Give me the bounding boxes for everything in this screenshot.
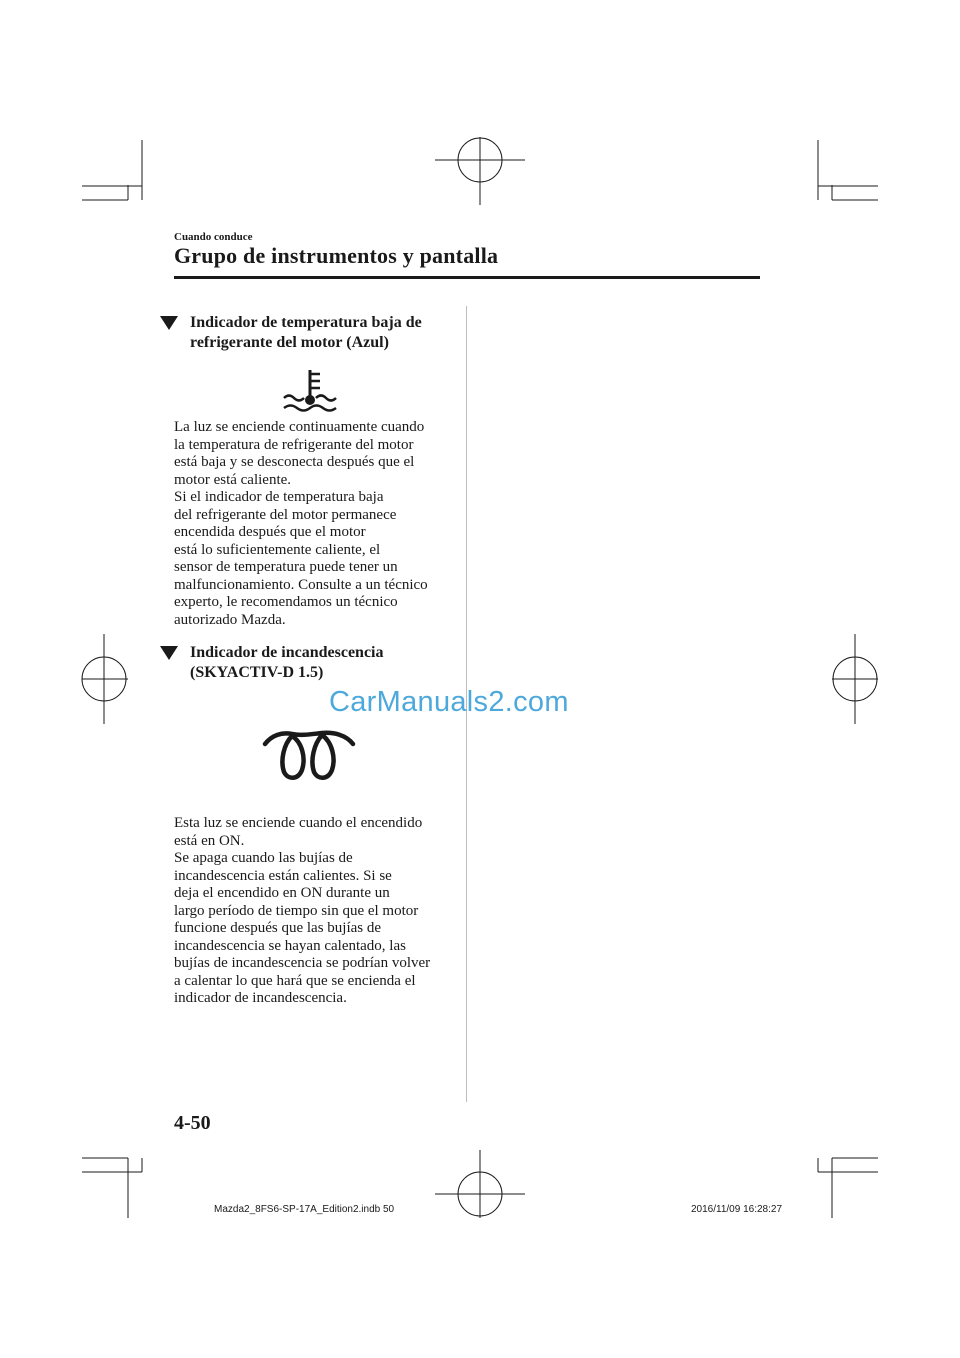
- title-rule: [174, 276, 760, 279]
- heading-line: Indicador de incandescencia: [190, 644, 384, 661]
- text-line: largo período de tiempo sin que el motor: [174, 902, 419, 919]
- watermark: CarManuals2.com: [329, 686, 569, 718]
- footer-file-name: Mazda2_8FS6-SP-17A_Edition2.indb 50: [214, 1204, 395, 1215]
- paragraph-glow-plug: [174, 815, 464, 1008]
- text-line: funcione después que las bujías de: [174, 920, 382, 936]
- heading-low-coolant-temperature: [160, 313, 460, 353]
- text-line: indicador de incandescencia.: [174, 990, 347, 1006]
- text-line: la temperatura de refrigerante del motor: [174, 436, 414, 453]
- text-line: Esta luz se enciende cuando el encendido: [174, 815, 423, 831]
- text-line: encendida después que el motor: [174, 524, 366, 540]
- heading-glow-plug: [160, 643, 460, 683]
- triangle-marker-icon: [160, 316, 178, 330]
- text-line: experto, le recomendamos un técnico: [174, 594, 398, 610]
- section-label: Cuando conduce: [174, 231, 253, 243]
- page-title: Grupo de instrumentos y pantalla: [174, 243, 499, 268]
- text-line: está baja y se desconecta después que el: [174, 454, 415, 470]
- page-number: 4-50: [174, 1112, 211, 1134]
- text-line: incandescencia se hayan calentado, las: [174, 937, 406, 954]
- triangle-marker-icon: [160, 646, 178, 660]
- text-line: motor está caliente.: [174, 471, 292, 488]
- heading-line: Indicador de temperatura baja de: [190, 314, 422, 331]
- text-line: La luz se enciende continuamente cuando: [174, 419, 425, 435]
- text-line: del refrigerante del motor permanece: [174, 506, 397, 523]
- text-line: malfuncionamiento. Consulte a un técnico: [174, 576, 428, 593]
- paragraph-low-coolant-temperature: [174, 419, 464, 629]
- text-line: está lo suficientemente caliente, el: [174, 541, 381, 558]
- text-line: sensor de temperatura puede tener un: [174, 559, 398, 575]
- text-line: Si el indicador de temperatura baja: [174, 489, 384, 505]
- text-line: incandescencia están calientes. Si se: [174, 867, 392, 884]
- low-coolant-temperature-icon: [280, 366, 340, 416]
- text-line: autorizado Mazda.: [174, 611, 286, 628]
- text-line: está en ON.: [174, 832, 245, 849]
- text-line: Se apaga cuando las bujías de: [174, 850, 353, 866]
- glow-plug-icon: [262, 730, 356, 782]
- heading-line: (SKYACTIV-D 1.5): [190, 664, 324, 681]
- text-line: a calentar lo que hará que se encienda el: [174, 972, 416, 989]
- footer-timestamp: 2016/11/09 16:28:27: [691, 1204, 783, 1215]
- heading-line: refrigerante del motor (Azul): [190, 334, 389, 351]
- text-line: deja el encendido en ON durante un: [174, 885, 390, 901]
- text-line: bujías de incandescencia se podrían volver: [174, 955, 431, 971]
